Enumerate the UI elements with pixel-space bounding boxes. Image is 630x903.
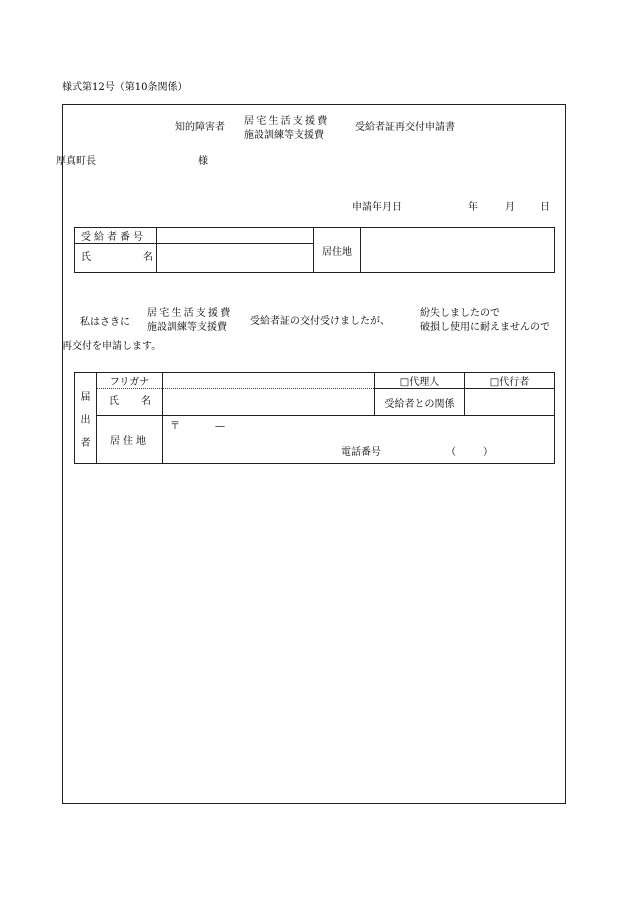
addressee-name: 厚真町長: [56, 156, 96, 167]
statement-reason-damaged: 破損し使用に耐えませんので: [420, 322, 550, 333]
proxy-checkbox[interactable]: □代行者: [465, 373, 555, 389]
furigana-field[interactable]: [163, 373, 375, 389]
recipient-name-label-2: 名: [143, 252, 153, 263]
relation-field[interactable]: [465, 389, 555, 416]
statement-closing: 再交付を申請します。: [62, 341, 162, 352]
date-day-label: 日: [540, 202, 550, 213]
statement-type-line2: 施設訓練等支援費: [147, 322, 227, 333]
relation-label: 受給者との関係: [375, 389, 465, 416]
date-year-label: 年: [468, 202, 478, 213]
statement-type-line1: 居宅生活支援費: [147, 308, 233, 319]
agent-checkbox[interactable]: □代理人: [375, 373, 465, 389]
statement-reason-lost: 紛失しましたので: [420, 308, 500, 319]
application-date-label: 申請年月日: [352, 202, 402, 213]
statement-middle: 受給者証の交付受けましたが、: [250, 316, 390, 327]
applicant-name-label-cell: [97, 389, 163, 416]
applicant-name-label-2: 名: [141, 396, 151, 407]
phone-close-paren: ）: [483, 447, 493, 458]
applicant-side-char-1: 届: [80, 391, 91, 403]
phone-label: 電話番号: [341, 447, 381, 458]
recipient-table: [74, 227, 555, 273]
recipient-number-label: 受 給 者 番 号: [81, 232, 143, 243]
applicant-address-field[interactable]: [163, 416, 555, 464]
date-month-label: 月: [505, 202, 515, 213]
applicant-side-label: [75, 373, 97, 464]
postal-dash: —: [215, 421, 225, 432]
title-suffix: 受給者証再交付申請書: [355, 122, 455, 133]
recipient-address-field[interactable]: [361, 228, 555, 273]
applicant-name-label: [109, 396, 150, 408]
furigana-label: フリガナ: [97, 373, 163, 389]
recipient-number-field[interactable]: [157, 228, 314, 244]
applicant-address-label: 居住地: [97, 416, 163, 464]
postal-mark: 〒: [170, 421, 180, 432]
title-type-line1: 居宅生活支援費: [244, 116, 330, 127]
applicant-name-field[interactable]: [163, 389, 375, 416]
recipient-name-label-cell: [75, 244, 157, 273]
recipient-name-label-1: 氏: [81, 252, 91, 263]
form-number-label: 様式第12号（第10条関係）: [62, 82, 188, 93]
addressee-honorific: 様: [198, 156, 208, 167]
recipient-name-label: [81, 252, 153, 264]
recipient-name-field[interactable]: [157, 244, 314, 273]
recipient-number-label-cell: [75, 228, 157, 244]
applicant-side-char-2: 出: [80, 414, 91, 426]
title-prefix: 知的障害者: [175, 122, 225, 133]
applicant-table: [74, 372, 555, 464]
statement-lead: 私はさきに: [80, 317, 130, 328]
applicant-name-label-1: 氏: [109, 396, 119, 407]
recipient-address-label: 居住地: [314, 228, 361, 273]
phone-open-paren: （: [446, 447, 456, 458]
title-type-line2: 施設訓練等支援費: [244, 130, 324, 141]
applicant-side-char-3: 者: [80, 437, 91, 449]
